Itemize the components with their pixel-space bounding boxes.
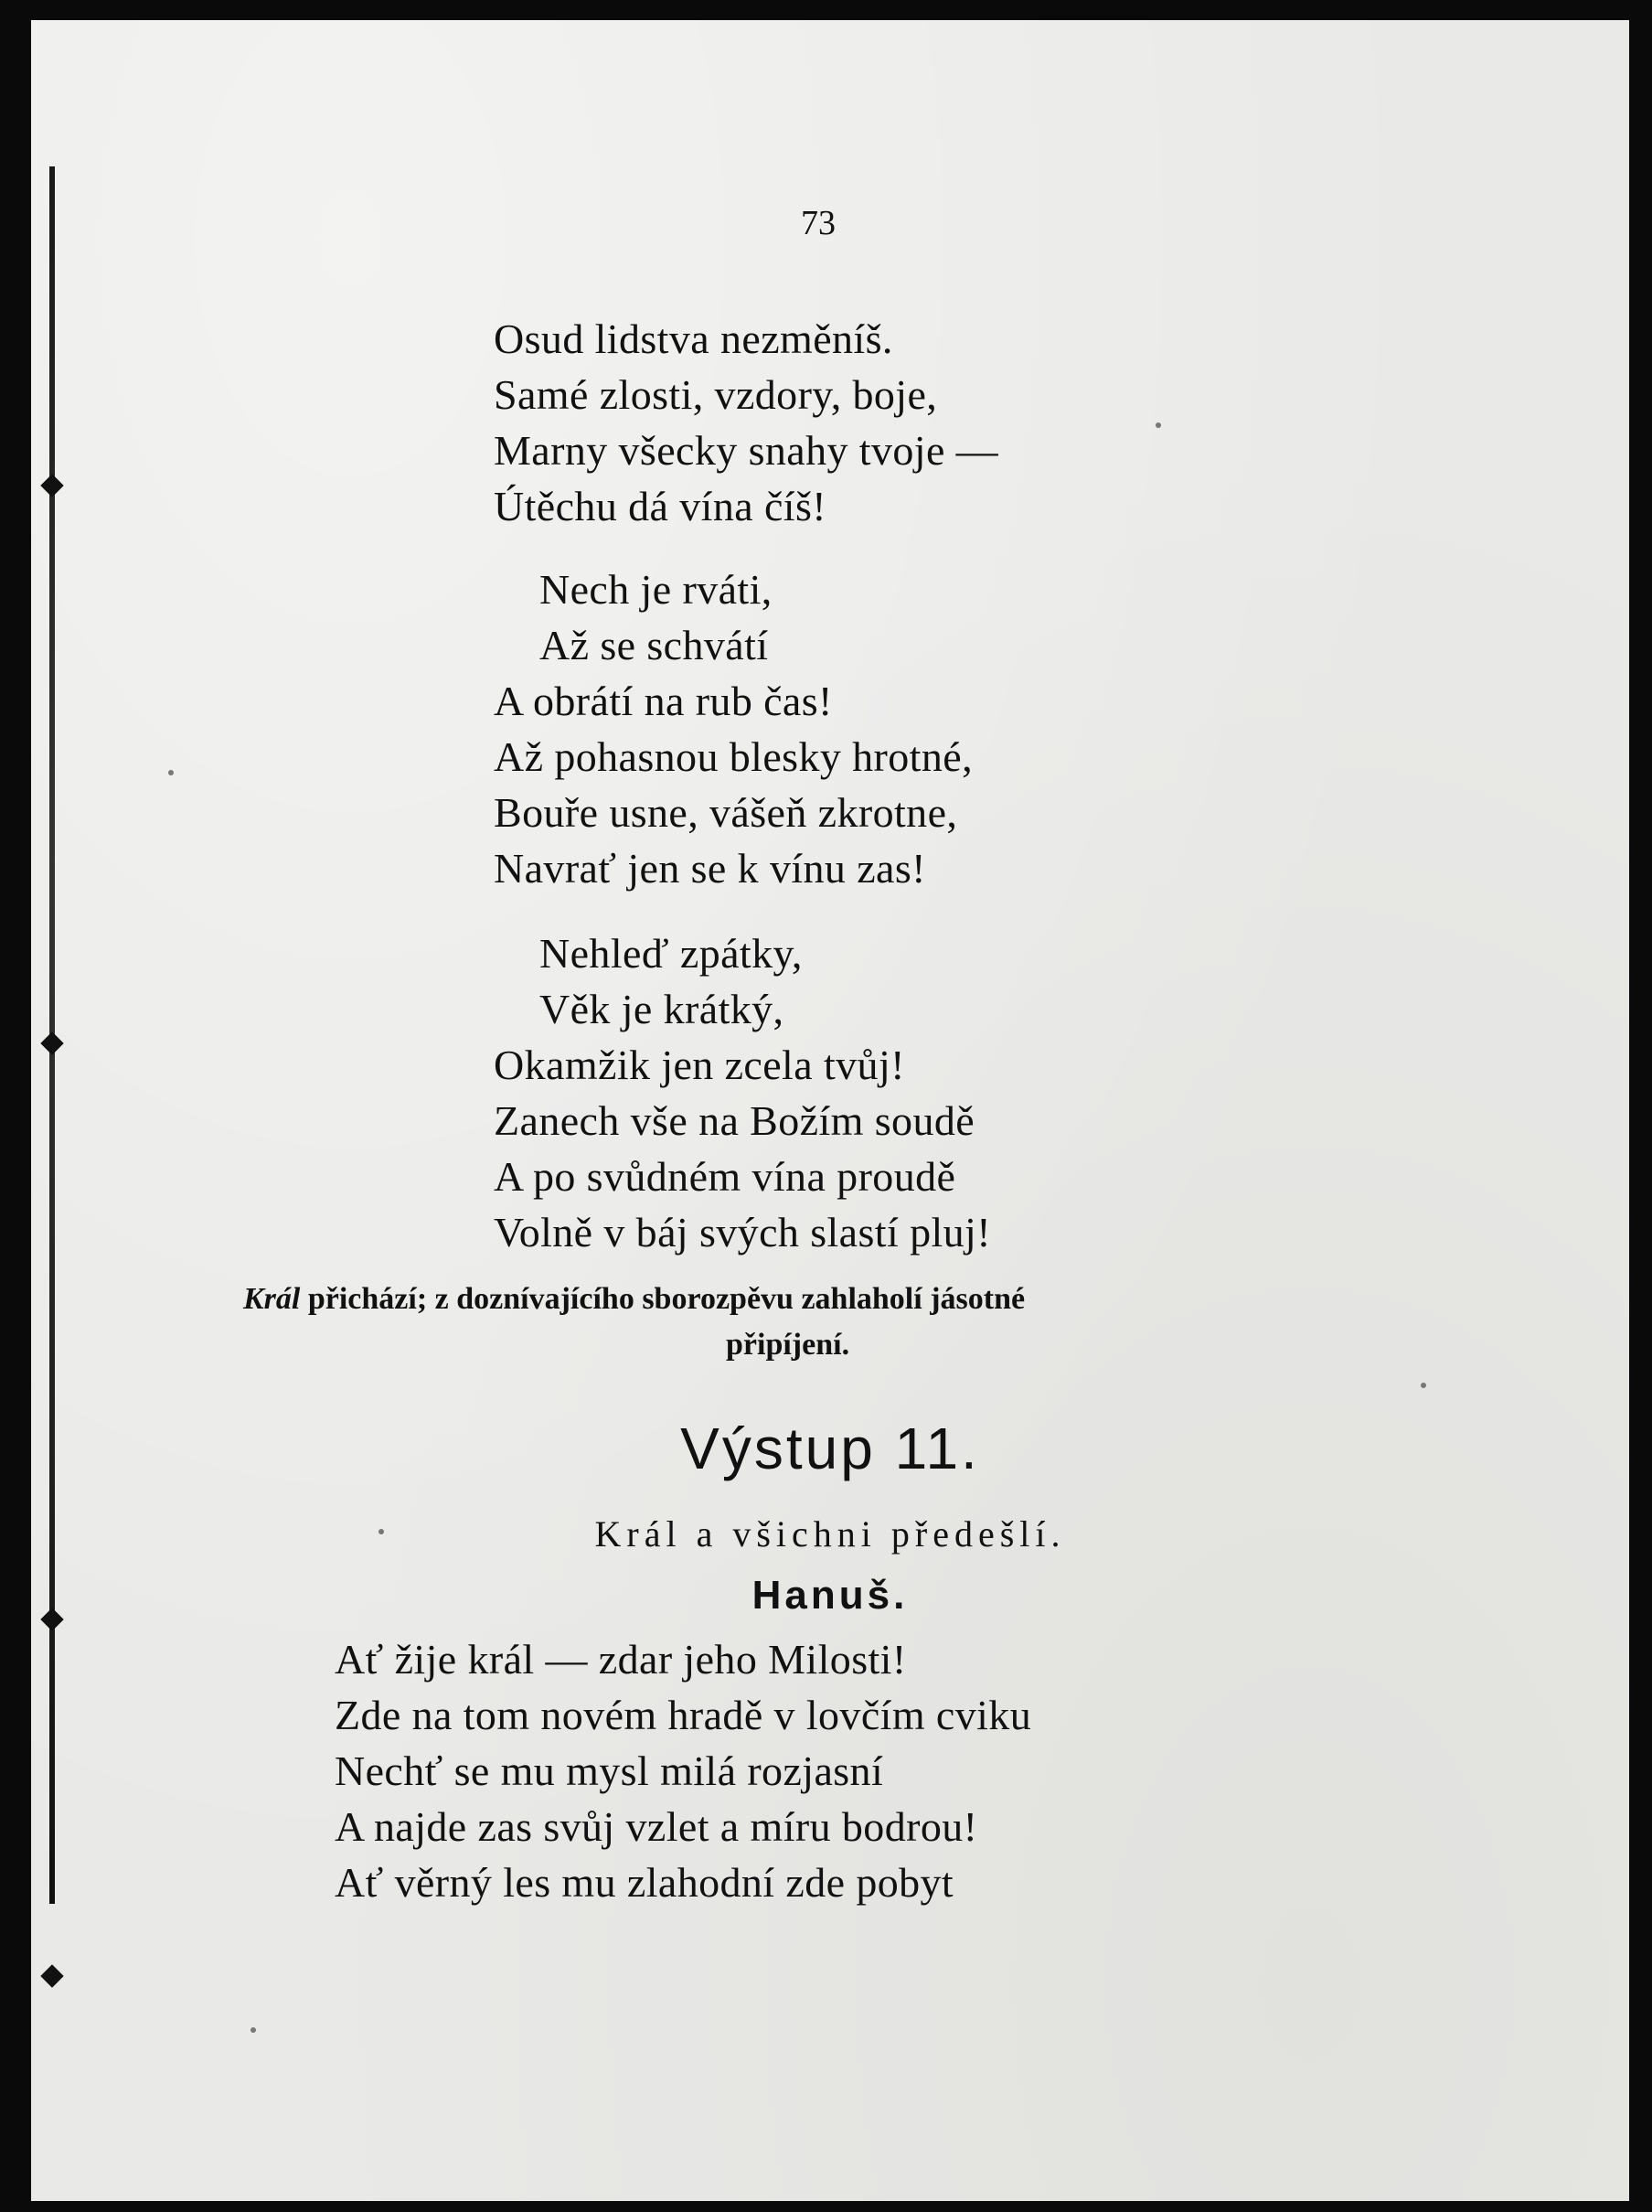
paper-speck [1421,1383,1426,1388]
verse-line: Věk je krátký, [539,986,784,1032]
verse-line: Útěchu dá vína číš! [494,483,826,529]
scene-title: Výstup 11. [680,1416,980,1481]
stage-direction-continued: připíjení. [726,1328,850,1362]
paper-speck [168,770,174,775]
verse-line: Zanech vše na Božím soudě [494,1097,975,1144]
stage-direction-role: Král [243,1282,301,1316]
verse-line: Samé zlosti, vzdory, boje, [494,371,938,418]
verse-line: Okamžik jen zcela tvůj! [494,1042,905,1088]
verse-line: A po svůdném vína proudě [494,1153,956,1200]
paper-speck [250,2027,256,2033]
speaker-name: Hanuš. [751,1573,909,1618]
verse-line: A obrátí na rub čas! [494,678,833,724]
binding-knot [40,474,63,497]
page-number: 73 [801,204,836,242]
speech-line: Ať věrný les mu zlahodní zde pobyt [335,1859,954,1906]
stage-direction [243,1282,1025,1317]
verse-line: Až se schvátí [539,622,769,668]
book-page [31,20,1629,2201]
verse-line: Bouře usne, vášeň zkrotne, [494,789,958,836]
verse-line: Nehleď zpátky, [539,930,803,977]
verse-line: Až pohasnou blesky hrotné, [494,733,973,780]
verse-line: Osud lidstva nezměníš. [494,315,893,362]
speech-line: Ať žije král — zdar jeho Milosti! [335,1636,907,1683]
verse-line: Navrať jen se k vínu zas! [494,845,926,892]
speech-line: Nechť se mu mysl milá rozjasní [335,1747,884,1794]
speech-line: Zde na tom novém hradě v lovčím cviku [335,1692,1032,1738]
binding-knot [40,1031,63,1054]
binding-knot [40,1964,63,1987]
paper-speck [1156,422,1161,428]
speech-line: A najde zas svůj vzlet a míru bodrou! [335,1803,978,1850]
verse-line: Volně v báj svých slastí pluj! [494,1209,991,1256]
verse-line: Nech je rváti, [539,566,773,613]
stage-direction-text: přichází; z doznívajícího sborozpěvu zahlaholí jásotné [307,1282,1026,1316]
scene-cast: Král a všichni předešlí. [594,1513,1066,1555]
verse-line: Marny všecky snahy tvoje — [494,427,999,474]
